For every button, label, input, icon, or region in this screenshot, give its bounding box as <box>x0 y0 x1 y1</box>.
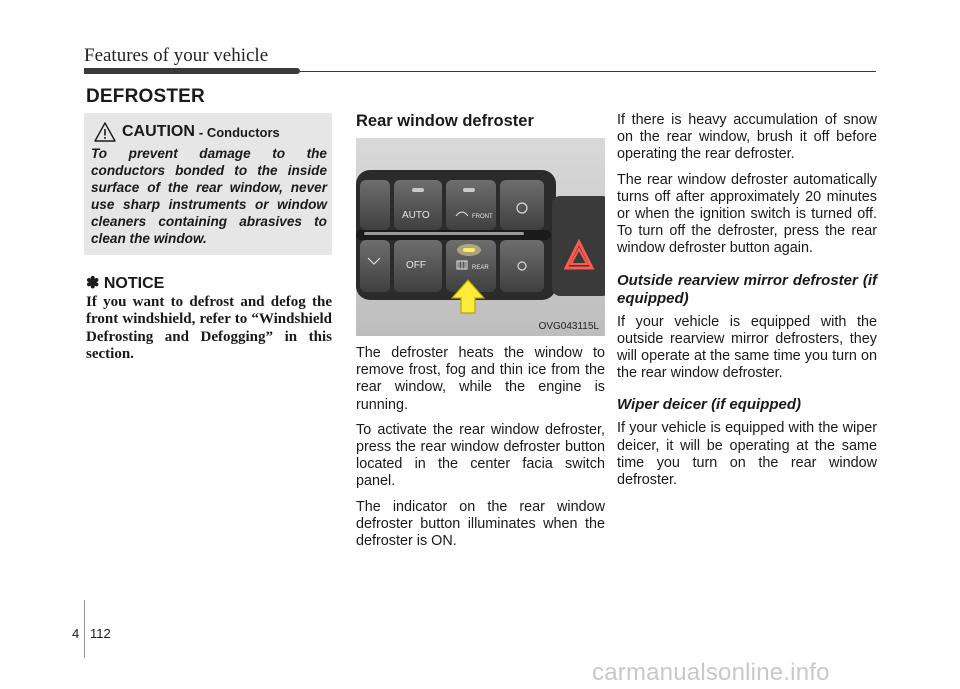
column-3-text <box>617 112 877 497</box>
header-title: Features of your vehicle <box>84 45 269 66</box>
paragraph: The defroster heats the window to remove frost, fog and thin ice from the rear window, while the engine is running. <box>356 345 605 413</box>
header-bar <box>84 68 300 74</box>
watermark: carmanualsonline.info <box>592 659 830 686</box>
paragraph: If there is heavy accumulation of snow on the rear window, brush it off before operating the rear defroster. <box>617 112 877 163</box>
page-number: 112 <box>90 626 111 641</box>
paragraph: The rear window defroster automatically turns off after approximately 20 minutes or when the ignition switch is turned off. To turn off the defroster, press the rear window defroster button again. <box>617 171 877 257</box>
rear-label: REAR <box>472 265 489 271</box>
image-label: OVG043115L <box>538 321 599 332</box>
warning-triangle-icon <box>94 122 116 142</box>
caution-box <box>84 113 332 255</box>
paragraph: To activate the rear window defroster, press the rear window defroster button located in the center facia switch panel. <box>356 421 605 490</box>
section-title: DEFROSTER <box>86 86 205 107</box>
front-label: FRONT <box>472 214 493 220</box>
footer-divider <box>84 600 85 658</box>
mirror-defroster-title: Outside rearview mirror defroster (if equipped) <box>617 271 877 307</box>
defroster-panel-photo <box>356 138 605 336</box>
paragraph: The indicator on the rear window defroster button illuminates when the defroster is ON. <box>356 498 605 550</box>
rear-defroster-title: Rear window defroster <box>356 112 534 130</box>
header-rule <box>300 71 876 72</box>
wiper-deicer-title: Wiper deicer (if equipped) <box>617 396 802 414</box>
rear-defroster-text <box>356 345 605 558</box>
off-label: OFF <box>406 260 426 271</box>
caution-header <box>94 122 280 142</box>
caution-subtitle: - Conductors <box>198 124 280 140</box>
auto-label: AUTO <box>402 210 430 221</box>
notice-title: ✽ NOTICE <box>86 275 165 292</box>
mirror-defroster-body: If your vehicle is equipped with the outside rearview mirror defrosters, they will operate at the same time you turn on the rear window defroster. <box>617 313 877 382</box>
switch-panel-illustration <box>356 138 605 336</box>
wiper-deicer-body: If your vehicle is equipped with the wiper deicer, it will be operating at the same time you turn on the rear window defroster. <box>617 420 877 489</box>
chapter-number: 4 <box>72 626 80 641</box>
caution-word: CAUTION <box>122 123 195 140</box>
caution-body: To prevent damage to the conductors bonded to the inside surface of the rear window, never use sharp instruments or window cleaners containing abrasives to clean the window. <box>91 146 327 246</box>
notice-body: If you want to defrost and defog the front windshield, refer to “Windshield Defrosting and Defogging” in this section. <box>86 294 332 362</box>
